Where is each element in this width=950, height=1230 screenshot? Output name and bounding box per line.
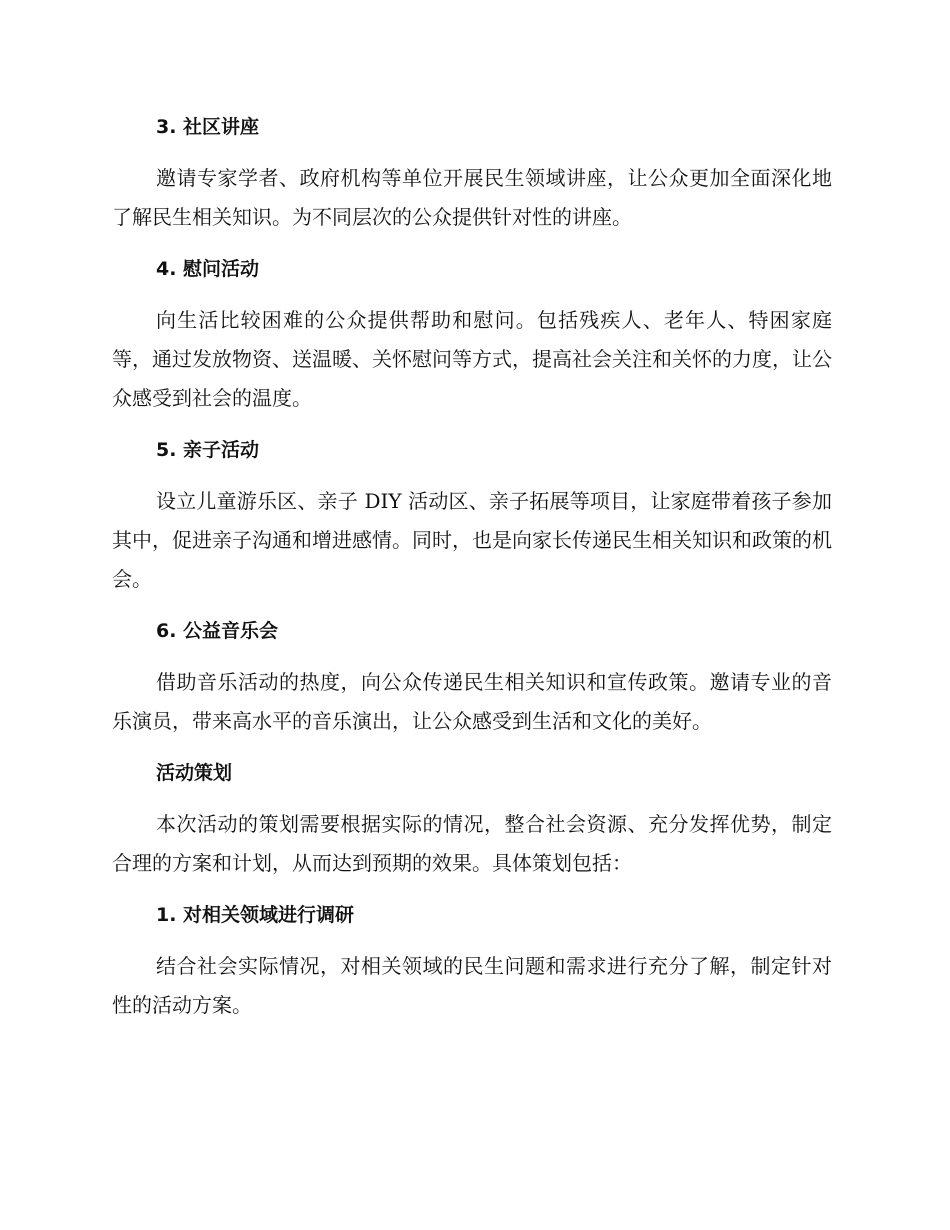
paragraph-field-research: 结合社会实际情况，对相关领域的民生问题和需求进行充分了解，制定针对性的活动方案。 bbox=[112, 954, 832, 1017]
section-heading-condolence-activity: 4. 慰问活动 bbox=[156, 258, 260, 280]
paragraph-condolence-activity: 向生活比较困难的公众提供帮助和慰问。包括残疾人、老年人、特困家庭等，通过发放物资、送温暖、关怀慰问等方式，提高社会关注和关怀的力度，让公众感受到社会的温度。 bbox=[112, 308, 832, 410]
document-body bbox=[112, 108, 832, 1038]
section-heading-community-lecture: 3. 社区讲座 bbox=[156, 116, 260, 138]
paragraph-parent-child-activity: 设立儿童游乐区、亲子 DIY 活动区、亲子拓展等项目，让家庭带着孩子参加其中，促进亲子沟通和增进感情。同时，也是向家长传递民生相关知识和政策的机会。 bbox=[112, 489, 832, 591]
paragraph-charity-concert: 借助音乐活动的热度，向公众传递民生相关知识和宣传政策。邀请专业的音乐演员，带来高水平的音乐演出，让公众感受到生活和文化的美好。 bbox=[112, 670, 832, 733]
paragraph-activity-planning: 本次活动的策划需要根据实际的情况，整合社会资源、充分发挥优势，制定合理的方案和计划，从而达到预期的效果。具体策划包括： bbox=[112, 812, 832, 875]
section-heading-parent-child-activity: 5. 亲子活动 bbox=[156, 439, 260, 461]
section-heading-activity-planning: 活动策划 bbox=[156, 762, 233, 784]
paragraph-community-lecture: 邀请专家学者、政府机构等单位开展民生领域讲座，让公众更加全面深化地了解民生相关知识。为不同层次的公众提供针对性的讲座。 bbox=[112, 166, 832, 229]
section-heading-field-research: 1. 对相关领域进行调研 bbox=[156, 904, 355, 926]
section-heading-charity-concert: 6. 公益音乐会 bbox=[156, 620, 279, 642]
